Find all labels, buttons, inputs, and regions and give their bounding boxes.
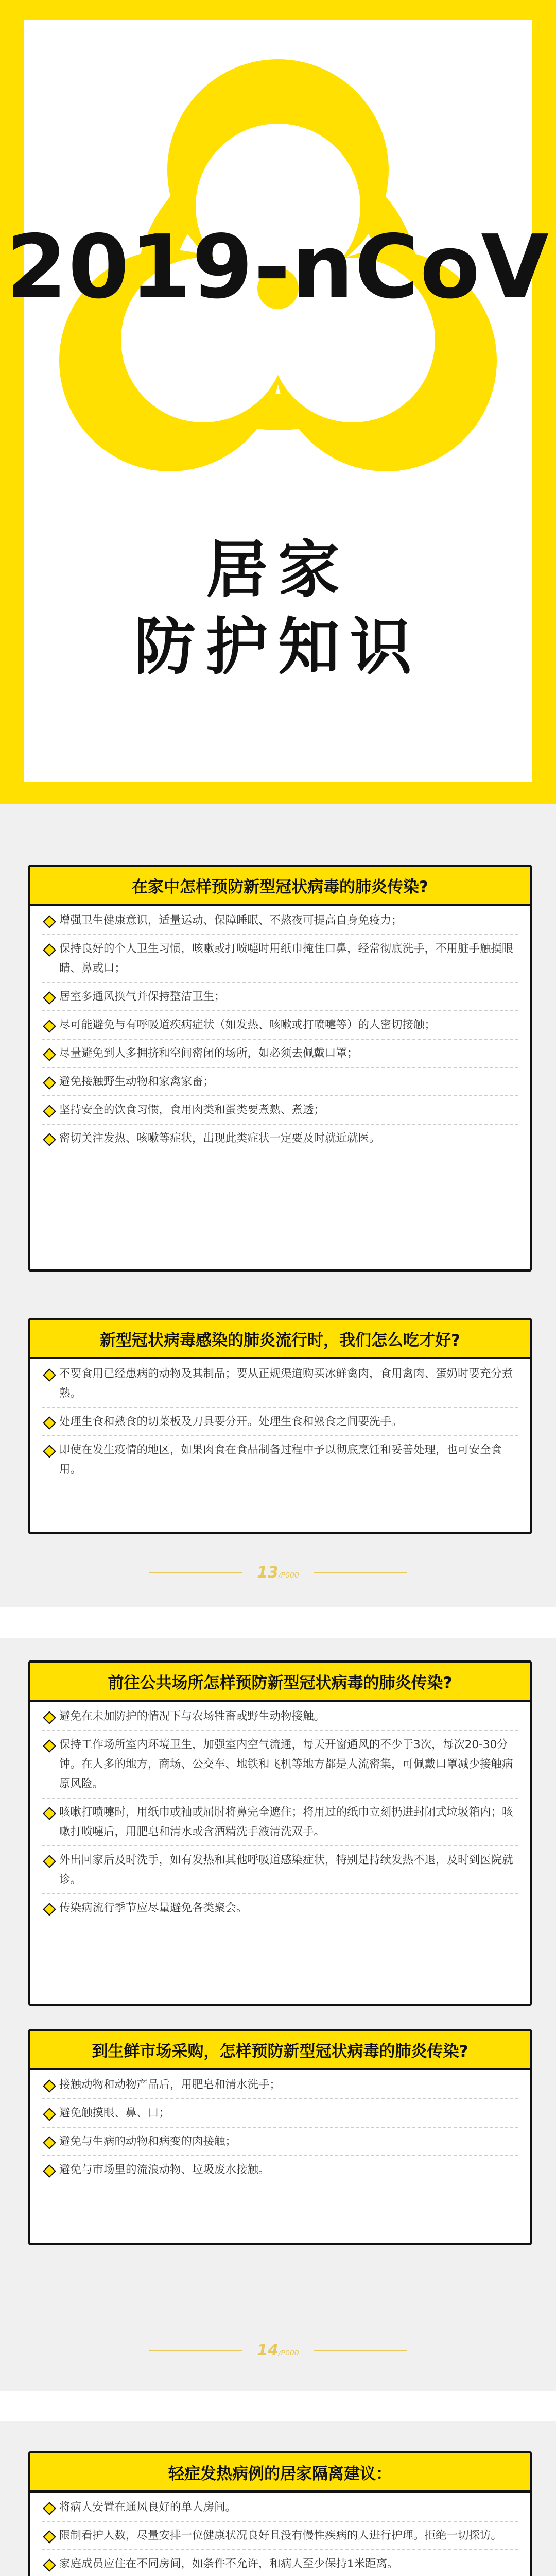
section-home-isolation: [28, 2463, 532, 2576]
list-item: 接触动物和动物产品后，用肥皂和清水洗手；: [42, 2075, 518, 2095]
list-item: 不要食用已经患病的动物及其制品；要从正规渠道购买冰鲜禽肉，食用禽肉、蛋奶时要充分煮熟。: [42, 1364, 518, 1403]
divider: [42, 2521, 518, 2522]
list-item: 尽量避免到人多拥挤和空间密闭的场所，如必须去佩戴口罩；: [42, 1044, 518, 1063]
list-item: 尽可能避免与有呼吸道疾病症状（如发热、咳嗽或打喷嚏等）的人密切接触；: [42, 1015, 518, 1035]
divider: [42, 1124, 518, 1125]
section-home-prevention-list: [42, 911, 518, 1148]
list-item: 增强卫生健康意识，适量运动、保障睡眠、不熬夜可提高自身免疫力；: [42, 911, 518, 930]
list-item: 即使在发生疫情的地区，如果肉食在食品制备过程中予以彻底烹饪和妥善处理，也可安全食用。: [42, 1440, 518, 1480]
list-item: 居室多通风换气并保持整洁卫生；: [42, 987, 518, 1007]
section-home-isolation-title: [28, 2451, 532, 2493]
page-gap: [0, 1607, 556, 1638]
page-number-rule-left: [149, 2350, 242, 2351]
section-diet-title: [28, 1318, 532, 1359]
section-public-places-list: [42, 1707, 518, 1918]
section-fresh-market-title: [28, 2029, 532, 2070]
section-fresh-market: [28, 2040, 532, 2245]
section-fresh-market-list: [42, 2075, 518, 2180]
cover-title-chinese-line1: 居家: [206, 534, 350, 606]
cover-panel: [0, 0, 556, 804]
list-item: 密切关注发热、咳嗽等症状，出现此类症状一定要及时就近就医。: [42, 1129, 518, 1148]
list-item: 传染病流行季节应尽量避免各类聚会。: [42, 1899, 518, 1918]
divider: [42, 934, 518, 936]
section-diet: [28, 1329, 532, 1534]
page-number-text: 13: [257, 1564, 279, 1582]
section-title-text: 前往公共场所怎样预防新型冠状病毒的肺炎传染?: [108, 1673, 453, 1692]
divider: [42, 1067, 518, 1069]
list-item: 限制看护人数，尽量安排一位健康状况良好且没有慢性疾病的人进行护理。拒绝一切探访。: [42, 2526, 518, 2546]
list-item: 避免与生病的动物和病变的肉接触；: [42, 2132, 518, 2151]
page-number-14: [0, 2342, 556, 2360]
list-item: 避免接触野生动物和家禽家畜；: [42, 1072, 518, 1092]
section-public-places-title: [28, 1660, 532, 1702]
divider: [42, 2098, 518, 2100]
list-item: 处理生食和熟食的切菜板及刀具要分开。处理生食和熟食之间要洗手。: [42, 1412, 518, 1432]
section-title-text: 到生鲜市场采购，怎样预防新型冠状病毒的肺炎传染?: [92, 2042, 468, 2061]
section-title-text: 在家中怎样预防新型冠状病毒的肺炎传染?: [132, 877, 428, 896]
section-title-text: 轻症发热病例的居家隔离建议：: [168, 2464, 392, 2483]
list-item: 避免触摸眼、鼻、口；: [42, 2104, 518, 2123]
page-number-rule-left: [149, 1572, 242, 1573]
list-item: 外出回家后及时洗手，如有发热和其他呼吸道感染症状，特别是持续发热不退，及时到医院就诊。: [42, 1851, 518, 1890]
page-number-rule-right: [314, 2350, 407, 2351]
divider: [42, 2127, 518, 2128]
list-item: 将病人安置在通风良好的单人房间。: [42, 2498, 518, 2517]
list-item: 保持工作场所室内环境卫生，加强室内空气流通，每天开窗通风的不少于3次，每次20-30分钟。在人多的地方，商场、公交车、地铁和飞机等地方都是人流密集，可佩戴口罩减少接触病原风险。: [42, 1735, 518, 1794]
page-number-tail: /P000: [278, 2349, 299, 2358]
list-item: 避免与市场里的流浪动物、垃圾废水接触。: [42, 2160, 518, 2180]
page-gap: [0, 2391, 556, 2421]
section-title-text: 新型冠状病毒感染的肺炎流行时，我们怎么吃才好?: [100, 1331, 460, 1350]
list-item: 咳嗽打喷嚏时，用纸巾或袖或屈肘将鼻完全遮住；将用过的纸巾立刻扔进封闭式垃圾箱内；咳嗽打喷嚏后，用肥皂和清水或含酒精洗手液清洗双手。: [42, 1803, 518, 1842]
section-home-prevention-title: [28, 865, 532, 906]
list-item: 保持良好的个人卫生习惯，咳嗽或打喷嚏时用纸巾掩住口鼻，经常彻底洗手，不用脏手触摸眼睛、鼻或口；: [42, 939, 518, 978]
divider: [42, 1407, 518, 1409]
section-public-places: [28, 1672, 532, 2006]
cover-title-chinese-line2: 防护知识: [134, 612, 422, 683]
divider: [42, 1095, 518, 1097]
list-item: 避免在未加防护的情况下与农场牲畜或野生动物接触。: [42, 1707, 518, 1726]
divider: [42, 1039, 518, 1040]
divider: [42, 2549, 518, 2551]
section-diet-list: [42, 1364, 518, 1480]
divider: [42, 2155, 518, 2157]
divider: [42, 1730, 518, 1732]
divider: [42, 1798, 518, 1799]
page-number-rule-right: [314, 1572, 407, 1573]
divider: [42, 1010, 518, 1012]
page-number-tail: /P000: [278, 1571, 299, 1580]
cover-title-english: 2019-nCoV: [6, 216, 550, 318]
section-home-prevention: [28, 876, 532, 1272]
page-number-13: [0, 1564, 556, 1582]
list-item: 家庭成员应住在不同房间，如条件不允许，和病人至少保持1米距离。: [42, 2554, 518, 2574]
page-number-text: 14: [257, 2342, 279, 2360]
list-item: 坚持安全的饮食习惯，食用肉类和蛋类要煮熟、煮透；: [42, 1100, 518, 1120]
section-home-isolation-list: [42, 2498, 518, 2576]
divider: [42, 1893, 518, 1895]
divider: [42, 1845, 518, 1847]
divider: [42, 982, 518, 984]
divider: [42, 1435, 518, 1437]
